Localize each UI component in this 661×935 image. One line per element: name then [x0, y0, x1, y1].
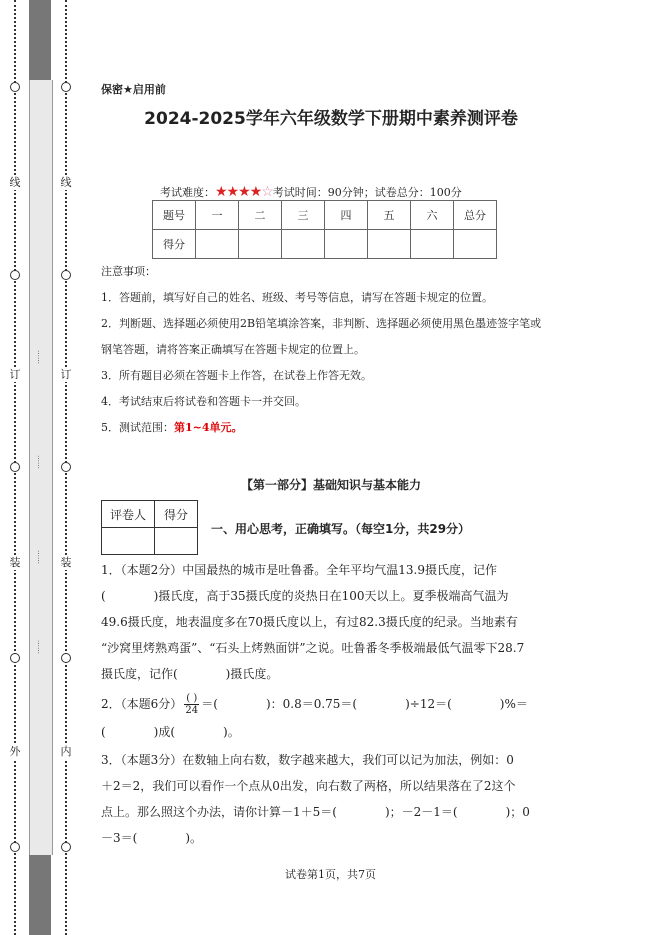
- notes-item: [101, 421, 243, 434]
- binding-hole: [10, 82, 20, 92]
- question-1-line: 49.6摄氏度，地表温度多在70摄氏度以上，有过82.3摄氏度的纪录。当地素有: [101, 615, 518, 629]
- score-header-cell: 一: [196, 201, 239, 230]
- binding-hole: [10, 842, 20, 852]
- question-1-line: 摄氏度，记作( )摄氏度。: [101, 667, 279, 681]
- difficulty-label: 考试难度：: [160, 186, 215, 199]
- part-title: 【第一部分】基础知识与基本能力: [240, 478, 421, 492]
- binding-margin: [0, 0, 85, 935]
- secret-label: 保密★启用前: [101, 83, 166, 96]
- score-table: [152, 200, 497, 259]
- section-title: 一、用心思考，正确填写。（每空1分，共29分）: [211, 522, 471, 536]
- binding-hole: [10, 462, 20, 472]
- score-row-label: 得分: [153, 230, 196, 259]
- fraction: [184, 693, 199, 716]
- notes-item: 钢笔答题，请将答案正确填写在答题卡规定的位置上。: [101, 343, 365, 356]
- binding-dots: ……: [36, 550, 44, 564]
- difficulty-stars: [215, 184, 273, 200]
- binding-char-bind: 装: [9, 556, 21, 569]
- question-1-line: “沙窝里烤熟鸡蛋”、“石头上烤熟面饼”之说。吐鲁番冬季极端最低气温零下28.7: [101, 641, 525, 655]
- question-3-line: ＋2＝2，我们可以看作一个点从0出发，向右数了两格，所以结果落在了2这个: [101, 779, 516, 793]
- question-2-line: [101, 693, 528, 716]
- binding-char-line: 线: [9, 176, 21, 189]
- binding-hole: [10, 270, 20, 280]
- binding-hole: [61, 270, 71, 280]
- grader-label: 评卷人: [102, 501, 155, 528]
- score-cell[interactable]: [282, 230, 325, 259]
- score-header-cell: 总分: [454, 201, 497, 230]
- fraction-numerator: ( ): [186, 693, 198, 704]
- binding-gray-top: [29, 0, 51, 80]
- notes-heading: 注意事项：: [101, 265, 156, 278]
- question-2-prefix: 2．（本题6分）: [101, 697, 183, 711]
- star-icon: ★★★★: [215, 184, 262, 200]
- page-title: 2024-2025学年六年级数学下册期中素养测评卷: [144, 109, 518, 129]
- binding-hole: [10, 653, 20, 663]
- question-2-line: ( )成( )。: [101, 725, 240, 739]
- score-cell[interactable]: [454, 230, 497, 259]
- question-3-line: 点上。那么照这个办法，请你计算－1＋5＝( )；－2－1＝( )；0: [101, 805, 530, 819]
- notes-item: 4．考试结束后将试卷和答题卡一并交回。: [101, 395, 306, 408]
- grader-cell[interactable]: [102, 528, 155, 555]
- score-header-cell: 三: [282, 201, 325, 230]
- empty-star-icon: ☆: [261, 184, 273, 200]
- binding-char-line: 线: [60, 176, 72, 189]
- score-header-cell: 四: [325, 201, 368, 230]
- notes-item5-prefix: 5．测试范围：: [101, 421, 174, 434]
- binding-hole: [61, 462, 71, 472]
- binding-char-order: 订: [60, 368, 72, 381]
- notes-item: 3．所有题目必须在答题卡上作答，在试卷上作答无效。: [101, 369, 372, 382]
- binding-dots: ……: [36, 640, 44, 654]
- score-header-cell: 题号: [153, 201, 196, 230]
- score-header-cell: 五: [368, 201, 411, 230]
- grader-score-label: 得分: [155, 501, 198, 528]
- binding-hole: [61, 842, 71, 852]
- question-1-line: ( )摄氏度，高于35摄氏度的炎热日在100天以上。夏季极端高气温为: [101, 589, 509, 603]
- binding-char-bind: 装: [60, 556, 72, 569]
- grader-score-cell[interactable]: [155, 528, 198, 555]
- question-3-line: 3．（本题3分）在数轴上向右数，数字越来越大，我们可以记为加法，例如：0: [101, 753, 514, 767]
- score-cell[interactable]: [325, 230, 368, 259]
- grader-table: [101, 500, 198, 555]
- score-cell[interactable]: [411, 230, 454, 259]
- notes-item: 1．答题前，填写好自己的姓名、班级、考号等信息，请写在答题卡规定的位置。: [101, 291, 493, 304]
- exam-info: [160, 184, 462, 200]
- score-cell[interactable]: [368, 230, 411, 259]
- time-and-score: 考试时间：90分钟；试卷总分：100分: [272, 186, 462, 199]
- binding-hole: [61, 653, 71, 663]
- score-header-cell: 二: [239, 201, 282, 230]
- score-cell[interactable]: [239, 230, 282, 259]
- score-table-header-row: [153, 201, 497, 230]
- question-1-line: 1．（本题2分）中国最热的城市是吐鲁番。全年平均气温13.9摄氏度，记作: [101, 563, 497, 577]
- test-range: 第1~4单元。: [174, 421, 243, 434]
- binding-char-order: 订: [9, 368, 21, 381]
- binding-char-outer: 外: [9, 745, 21, 758]
- page-footer: 试卷第1页，共7页: [285, 868, 376, 881]
- score-header-cell: 六: [411, 201, 454, 230]
- notes-item: 2．判断题、选择题必须使用2B铅笔填涂答案，非判断、选择题必须使用黑色墨迹签字笔或: [101, 317, 542, 330]
- binding-dots: ……: [36, 455, 44, 469]
- binding-char-inner: 内: [60, 745, 72, 758]
- question-2-rest: ＝( )：0.8＝0.75＝( )÷12＝( )%＝: [201, 697, 528, 711]
- fraction-denominator: 24: [185, 705, 199, 716]
- binding-hole: [61, 82, 71, 92]
- binding-dots: ……: [36, 350, 44, 364]
- score-table-score-row: [153, 230, 497, 259]
- score-cell[interactable]: [196, 230, 239, 259]
- question-3-line: －3＝( )。: [101, 831, 202, 845]
